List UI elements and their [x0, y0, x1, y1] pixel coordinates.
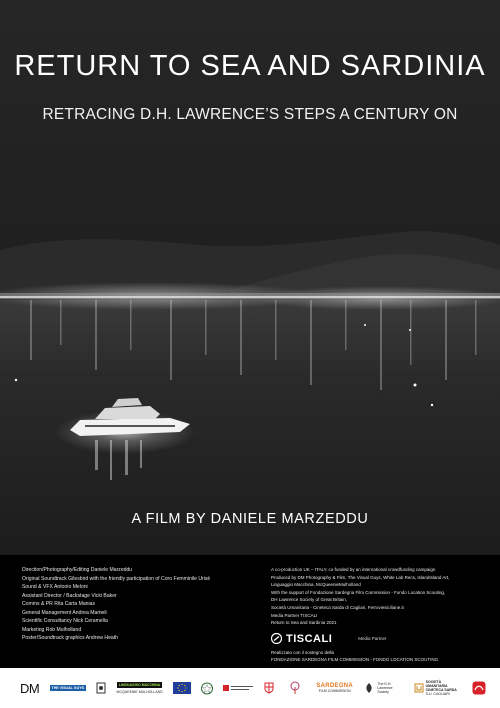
eu-flag-logo — [173, 682, 191, 694]
tiscali-mark-icon — [271, 633, 282, 644]
sardegna-logo-text: SARDEGNA — [316, 683, 354, 689]
support-line: Realizzato con il sostegno della — [271, 649, 335, 655]
credit-line: Sound & VFX Antonio Meloni — [22, 584, 88, 590]
visual-guys-logo — [50, 685, 86, 691]
umanitaria-mark-icon — [414, 683, 424, 693]
phoenix-icon — [363, 682, 375, 694]
eu-flag-icon — [173, 682, 191, 694]
credits-right-column — [271, 566, 496, 664]
societa-umanitaria-logo — [414, 680, 462, 696]
credit-line: Poster/Soundtrack graphics Andrew Heath — [22, 635, 118, 641]
credits-block — [0, 555, 500, 668]
media-partner-label: Media Partner — [358, 636, 387, 642]
film-commission-logo-text: FILM COMMISSION — [318, 689, 351, 693]
tree-logo — [284, 681, 306, 695]
italian-republic-logo — [201, 682, 213, 695]
credit-line: General Management Andrea Mameli — [22, 609, 107, 616]
region-sardinia-logo — [264, 682, 274, 694]
production-line: With the support of Fondazione Sardegna Film Commission - Fondo Location Scouting, — [271, 589, 446, 595]
mcqueenie-logo-text: MCQUEENIE MULHOLLAND — [116, 690, 163, 694]
production-line: Produced by DM Photography & Film, The Visual Guys, White Lab Recs, IslandIsland Art, — [271, 574, 450, 580]
credit-line: Scientific Consultancy Nick Ceramella — [22, 618, 108, 624]
production-line: Linguaggio Macchina, McQueenieMulholland — [271, 582, 361, 588]
credit-line: Direction/Photography/Editing Daniele Marzeddu — [22, 567, 133, 573]
dh-lawrence-society-logo — [363, 682, 403, 694]
credit-line: Marketing Rob Mulholland — [22, 626, 82, 633]
production-line: Media Partner TISCALI — [271, 612, 318, 618]
credit-line: Assistant Director / Backstage Vicki Baker — [22, 592, 117, 599]
sponsor-logo-strip — [0, 668, 500, 708]
production-line: DH Lawrence Society of Great Britain, — [271, 597, 348, 603]
ministry-crest-icon — [223, 683, 253, 693]
poster-title: RETURN TO SEA AND SARDINIA — [14, 50, 486, 82]
umanitaria-sub-text: S.U. CAGLIARI — [425, 692, 450, 696]
credit-line: Original Soundtrack Gilesbird with the friendly participation of Coro Femminile Urisè — [22, 575, 211, 582]
dm-logo-text: DM — [20, 680, 40, 696]
tiscali-logo-text: TISCALI — [286, 632, 333, 645]
production-line: A co-production UK – ITALY, co-funded by an international crowdfunding campaign — [271, 567, 436, 572]
media-partner-row — [271, 633, 496, 645]
red-brand-logo — [472, 681, 486, 695]
credit-line: Comms & PR Rita Carta Manias — [22, 601, 96, 607]
four-moors-shield-icon — [264, 682, 274, 694]
sardegna-film-commission-logo — [316, 683, 353, 693]
production-line: Return to Sea and Sardinia 2021 — [271, 620, 337, 626]
tiscali-logo — [271, 633, 332, 645]
tree-icon — [284, 681, 306, 695]
film-byline: A FILM BY DANIELE MARZEDDU — [131, 511, 369, 527]
studio-mark-icon — [96, 682, 106, 694]
small-icon-logo — [96, 682, 106, 694]
poster-subtitle: RETRACING D.H. LAWRENCE’S STEPS A CENTURY ON — [42, 106, 458, 123]
visual-guys-logo-text: THE VISUAL GUYS — [51, 686, 84, 690]
credits-left-column — [22, 566, 262, 643]
ministry-logo — [223, 683, 253, 693]
linguaggio-logo-text: LINGUAGGIO MACCHINA — [118, 683, 161, 687]
support-line: FONDAZIONE SARDEGNA FILM COMMISSION - FONDO LOCATION SCOUTING — [271, 657, 439, 663]
italian-emblem-icon — [201, 682, 213, 695]
dm-photography-logo — [20, 681, 39, 696]
production-line: Società Umanitaria - Cineteca Sarda di Cagliari, Ferroviesiciliane.it — [271, 604, 404, 610]
umanitaria-logo-text: SOCIETÀ UMANITARIA CINETECA SARDA — [425, 680, 457, 692]
dh-lawrence-logo-text: The D.H. Lawrence Society — [377, 682, 393, 694]
red-badge-icon — [472, 681, 486, 695]
linguaggio-macchina-logo — [117, 682, 163, 694]
